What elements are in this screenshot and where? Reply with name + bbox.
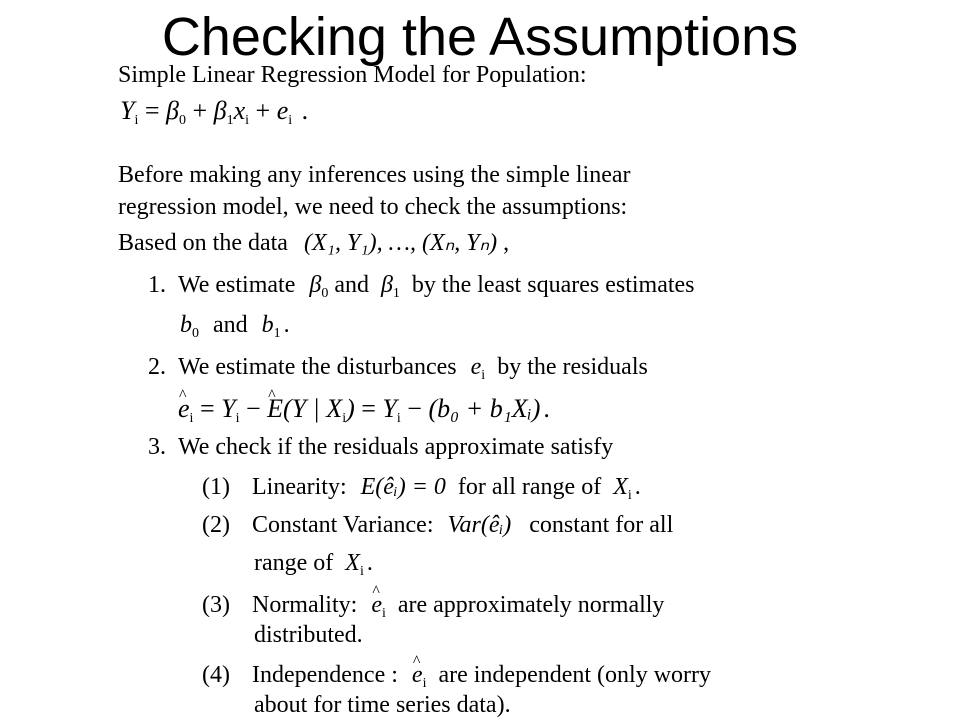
based-on-line: Based on the data (X₁, Y₁), …, (Xₙ, Yₙ) , <box>118 230 510 256</box>
step-1-estimates: $b_0$ and $b_1$ . <box>180 312 290 341</box>
step-1: 1. We estimate $\beta_0$ and $\beta_1$ by the least squares estimates <box>148 272 695 301</box>
data-set: (X₁, Y₁), …, (Xₙ, Yₙ) <box>303 230 498 256</box>
assumption-independence-cont: about for time series data). <box>254 692 511 718</box>
assumption-constant-variance: (2) Constant Variance: Var(êᵢ) constant for all <box>202 512 674 538</box>
intro-line-1: Before making any inferences using the simple linear <box>118 162 631 188</box>
step-3: 3. We check if the residuals approximate satisfy <box>148 434 614 460</box>
intro-line-2: regression model, we need to check the assumptions: <box>118 194 628 220</box>
residual-equation: ^ $e_i = Y_i$ − ^ E(Y | $X_i) = Y_i - (b_0$ + b₁Xᵢ) . <box>178 394 550 424</box>
assumption-linearity: (1) Linearity: E(êᵢ) = 0 for all range of $X_i$ . <box>202 474 641 503</box>
assumption-independence: (4) Independence : ^ $e_i$ are independent (only worry <box>202 660 711 690</box>
assumption-constant-variance-cont: range of $X_i$ . <box>254 550 373 579</box>
step-2: 2. We estimate the disturbances $e_i$ by the residuals <box>148 354 648 383</box>
assumption-normality-cont: distributed. <box>254 622 363 648</box>
assumption-normality: (3) Normality: ^ $e_i$ are approximately normally <box>202 590 664 620</box>
model-equation: $Y_i = \beta_0 + \beta_1x_i + e_i$ . <box>120 96 309 128</box>
model-heading: Simple Linear Regression Model for Population: <box>118 62 587 88</box>
slide-title: Checking the Assumptions <box>161 7 799 67</box>
